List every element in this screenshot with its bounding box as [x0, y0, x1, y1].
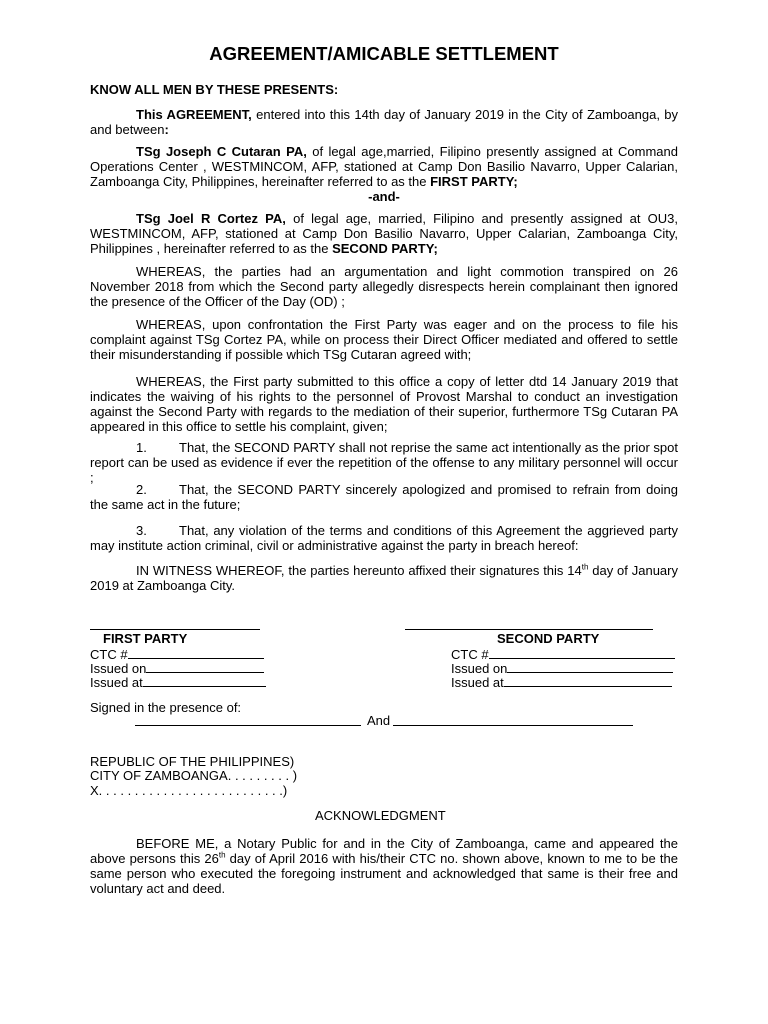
first-party-tag: FIRST PARTY; [430, 174, 518, 189]
whereas-text-2: WHEREAS, upon confrontation the First Party was eager and on the process to file his complaint against TSg Cortez PA, while on process their Direct Officer mediated and offered to settle their misunderstanding if possible which TSg Cutaran agreed with; [90, 317, 678, 362]
presence-label: Signed in the presence of: [90, 700, 242, 715]
ack-text-b: day of April 2016 with his/their CTC no. shown above, known to me to be the same person who executed the foregoing instrument and acknowledged that same is their free and voluntary act and deed. [90, 851, 678, 896]
acknowledgment-heading: ACKNOWLEDGMENT [315, 808, 446, 823]
first-ctc-field[interactable] [128, 646, 264, 659]
know-all-heading: KNOW ALL MEN BY THESE PRESENTS: [90, 82, 339, 97]
first-issued-at-label: Issued at [90, 675, 143, 690]
whereas-text-1: WHEREAS, the parties had an argumentation and light commotion transpired on 26 November 2018 from which the Second party allegedly disrespects herein complainant then ignored the presence of the Officer of the Day (OD) ; [90, 264, 678, 309]
second-issued-at-field[interactable] [504, 674, 672, 687]
clause-2-text: That, the SECOND PARTY sincerely apologized and promised to refrain from doing the same act in the future; [90, 482, 678, 512]
agreement-lead: This AGREEMENT, [136, 107, 252, 122]
clause-3-number: 3. [136, 523, 147, 538]
ack-sup: th [218, 850, 226, 860]
witness-text-a: IN WITNESS WHEREOF, the parties hereunto affixed their signatures this 14 [136, 563, 582, 578]
first-party-signature-line[interactable] [90, 629, 260, 630]
clause-3 [90, 523, 678, 553]
intro-paragraph [90, 107, 678, 137]
first-ctc-label: CTC # [90, 647, 128, 662]
witness-1-line[interactable] [135, 725, 361, 726]
witness-paragraph [90, 563, 678, 593]
first-issued-on-field[interactable] [146, 660, 264, 673]
ack-text-a: BEFORE ME, a Notary Public for and in the City of Zamboanga, came and appeared the above persons this 26 [90, 836, 678, 866]
second-party-label: SECOND PARTY [497, 631, 600, 646]
clause-1-text: That, the SECOND PARTY shall not reprise the same act intentionally as the prior spot report can be used as evidence if ever the repetition of the offense to any military personnel will occur ; [90, 440, 678, 485]
second-party-text: of legal age, married, Filipino and presently assigned at OU3, WESTMINCOM, AFP, stationed at Camp Don Basilio Navarro, Upper Calarian, Zamboanga City, Philippines , hereinafter referred to as the [90, 211, 679, 256]
venue-line-3: X. . . . . . . . . . . . . . . . . . . . . . . . . .) [90, 783, 288, 798]
whereas-text-3: WHEREAS, the First party submitted to this office a copy of letter dtd 14 January 2019 that indicates the waiving of his rights to the personnel of Provost Marshal to conduct an investigation against the Second Party with regards to the mediation of their superior, furthermore TSg Cutaran PA appeared in this office to settle his complaint, given; [90, 374, 678, 434]
whereas-paragraph-2 [90, 317, 678, 362]
acknowledgment-paragraph [90, 836, 678, 896]
second-party-name: TSg Joel R Cortez PA, [136, 211, 286, 226]
first-issued-on-label: Issued on [90, 661, 147, 676]
clause-2-number: 2. [136, 482, 147, 497]
whereas-paragraph-3 [90, 374, 678, 434]
whereas-paragraph-1 [90, 264, 678, 309]
second-party-signature-line[interactable] [405, 629, 653, 630]
presence-and: And [367, 713, 391, 728]
second-party-issued-at [451, 674, 672, 690]
first-issued-at-field[interactable] [143, 674, 266, 687]
second-issued-on-field[interactable] [507, 660, 673, 673]
venue-line-1: REPUBLIC OF THE PHILIPPINES) [90, 754, 295, 769]
clause-2 [90, 482, 678, 512]
clause-1 [90, 440, 678, 485]
first-party-name: TSg Joseph C Cutaran PA, [136, 144, 307, 159]
second-ctc-field[interactable] [489, 646, 675, 659]
document-title: AGREEMENT/AMICABLE SETTLEMENT [209, 43, 559, 64]
venue-line-2: CITY OF ZAMBOANGA. . . . . . . . . ) [90, 768, 298, 783]
clause-1-number: 1. [136, 440, 147, 455]
first-party-paragraph [90, 144, 678, 189]
second-party-paragraph [90, 211, 678, 256]
second-ctc-label: CTC # [451, 647, 489, 662]
witness-text-b: day of January 2019 at Zamboanga City. [90, 563, 678, 593]
witness-sup: th [581, 562, 589, 572]
intro-text: entered into this 14th day of January 2019 in the City of Zamboanga, by and between [90, 107, 678, 137]
and-separator: -and- [368, 189, 400, 204]
second-issued-on-label: Issued on [451, 661, 508, 676]
first-party-text: of legal age,married, Filipino presently assigned at Command Operations Center , WESTMINCOM, AFP, stationed at Camp Don Basilio Navarro, Upper Calarian, Zamboanga City, Philippines, hereinafter referred to as the [90, 144, 678, 189]
second-issued-at-label: Issued at [451, 675, 504, 690]
witness-2-line[interactable] [393, 725, 633, 726]
first-party-label: FIRST PARTY [103, 631, 188, 646]
first-party-issued-at [90, 674, 266, 690]
intro-colon: : [164, 122, 169, 137]
second-party-tag: SECOND PARTY; [332, 241, 438, 256]
clause-3-text: That, any violation of the terms and conditions of this Agreement the aggrieved party may institute action criminal, civil or administrative against the party in breach hereof: [90, 523, 678, 553]
